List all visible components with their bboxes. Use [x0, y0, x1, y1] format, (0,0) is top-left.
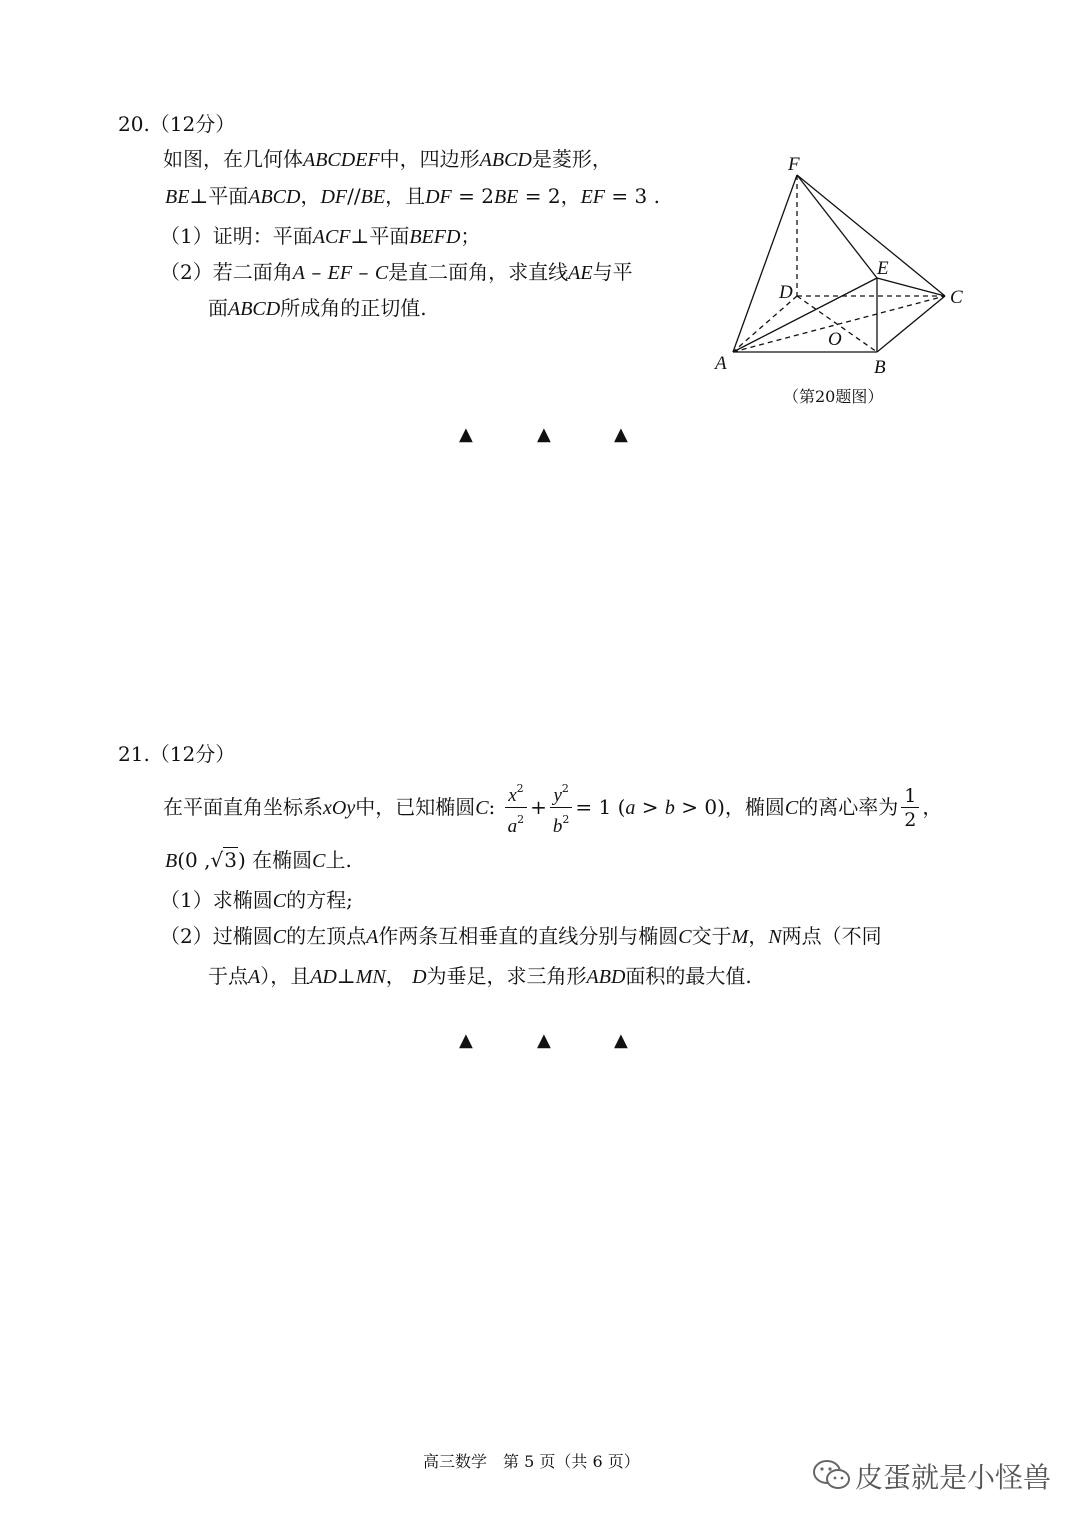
label-B: B	[874, 357, 886, 378]
label-F: F	[788, 154, 800, 175]
separator-mark: ▲	[614, 424, 628, 445]
q20-part2-line1: （2）若二面角A – EF – C是直二面角，求直线AE与平	[160, 260, 633, 284]
label-D: D	[779, 282, 793, 303]
separator-mark: ▲	[614, 1030, 628, 1051]
edge-AE	[733, 278, 877, 352]
q20-figure-caption: （第20题图）	[783, 387, 884, 406]
separator-mark: ▲	[537, 424, 551, 445]
page-footer: 高三数学 第 5 页（共 6 页）	[423, 1452, 640, 1471]
label-O: O	[828, 329, 842, 350]
q20-intro: 如图，在几何体ABCDEF中，四边形ABCD是菱形，	[163, 147, 612, 171]
label-C: C	[950, 287, 963, 308]
separator-mark: ▲	[537, 1030, 551, 1051]
edge-FE	[797, 175, 877, 278]
q21-part2-line1: （2）过椭圆C的左顶点A作两条互相垂直的直线分别与椭圆C交于M，N两点（不同	[160, 924, 882, 948]
q20-figure	[700, 140, 990, 385]
label-E: E	[877, 258, 889, 279]
q20-header: 20.（12分）	[118, 112, 236, 136]
wechat-icon	[812, 1458, 852, 1492]
q21-line1: 在平面直角坐标系xOy中，已知椭圆C: $\frac{x^2}{a^2}$ + $\frac{y^2}{b^2}$ = 1 (a > b > 0)，椭圆C的离心率为 $\frac{1}{2}$ ，	[163, 778, 942, 839]
q20-part1: （1）证明：平面ACF⊥平面BEFD；	[160, 224, 481, 248]
q20-part2-line2: 面ABCD所成角的正切值.	[208, 296, 427, 320]
fraction-y2-b2: $\frac{y^2}{b^2}$	[550, 778, 573, 839]
edge-FA	[733, 175, 797, 352]
watermark-text: 皮蛋就是小怪兽	[855, 1461, 1052, 1494]
q21-part2-line2: 于点A），且AD⊥MN， D为垂足，求三角形ABD面积的最大值.	[208, 964, 752, 988]
separator-mark: ▲	[459, 424, 473, 445]
label-A: A	[715, 353, 727, 374]
q21-line2: B(0 ,√3) 在椭圆C上.	[165, 848, 352, 872]
fraction-one-half: $\frac{1}{2}$	[901, 785, 919, 832]
q21-header: 21.（12分）	[118, 742, 236, 766]
q21-part1: （1）求椭圆C的方程;	[160, 888, 353, 912]
edge-FC	[797, 175, 945, 296]
fraction-x2-a2: $\frac{x^2}{a^2}$	[505, 778, 528, 839]
separator-mark: ▲	[459, 1030, 473, 1051]
q20-conditions: BE⊥平面ABCD，DF//BE，且DF = 2BE = 2，EF = 3 .	[165, 184, 660, 208]
